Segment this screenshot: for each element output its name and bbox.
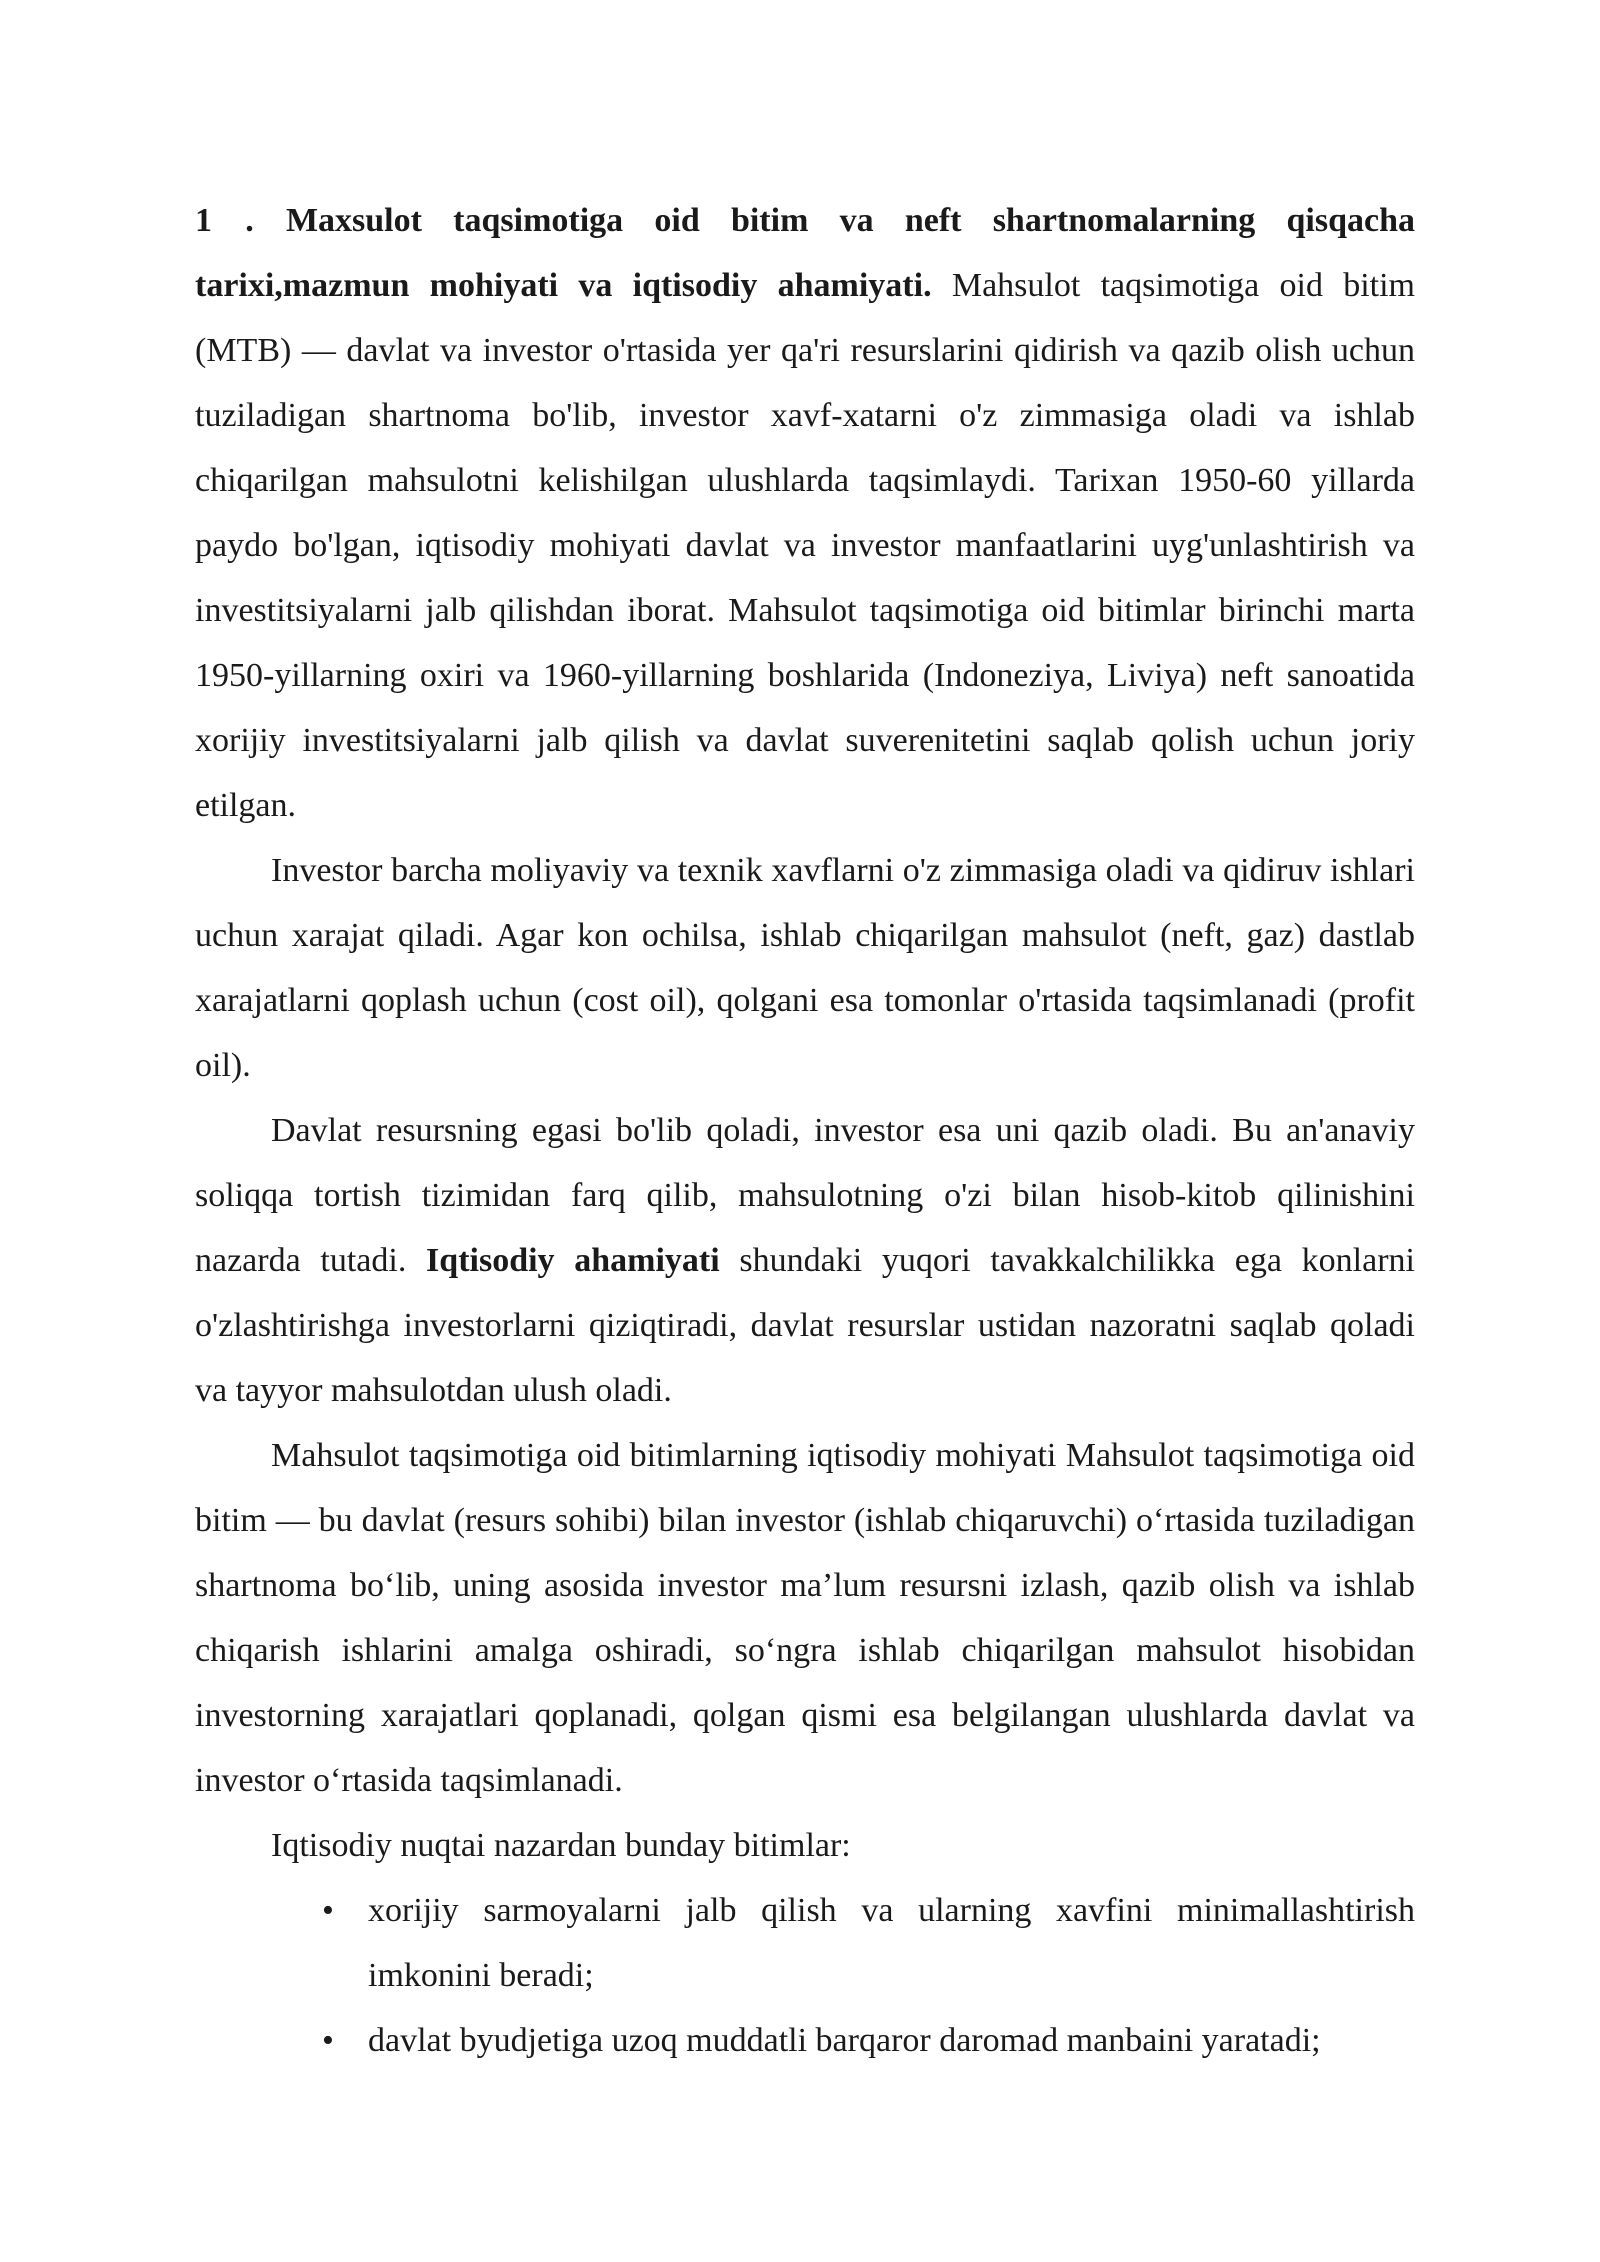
paragraph-text: Davlat resursning egasi bo'lib qoladi, investor esa uni qazib oladi. Bu an'anaviy soliqqa tortish tizimidan farq qilib, mahsulotning o'zi bilan hisob-kitob qilinishini nazarda tutadi. bbox=[195, 1112, 1415, 1279]
paragraph-economic-essence: Mahsulot taqsimotiga oid bitimlarning iqtisodiy mohiyati Mahsulot taqsimotiga oid bitim — bu davlat (resurs sohibi) bilan investor (ishlab chiqaruvchi) o‘rtasida tuziladigan shartnoma bo‘lib, uning asosida investor ma’lum resursni izlash, qazib olish va ishlab chiqarish ishlarini amalga oshiradi, so‘ngra ishlab chiqarilgan mahsulot hisobidan investorning xarajatlari qoplanadi, qolgan qismi esa belgilangan ulushlarda davlat va investor o‘rtasida taqsimlanadi. bbox=[195, 1437, 1415, 1799]
section-number: 1 . bbox=[195, 202, 255, 239]
bullet-list bbox=[195, 1878, 1415, 2073]
intro-text: Mahsulot taqsimotiga oid bitim (MTB) — davlat va investor o'rtasida yer qa'ri resurslarini qidirish va qazib olish uchun tuziladigan shartnoma bo'lib, investor xavf-xatarni o'z zimmasiga oladi va ishlab chiqarilgan mahsulotni kelishilgan ulushlarda taqsimlaydi. Tarixan 1950-60 yillarda paydo bo'lgan, iqtisodiy mohiyati davlat va investor manfaatlarini uyg'unlashtirish va investitsiyalarni jalb qilishdan iborat. Mahsulot taqsimotiga oid bitimlar birinchi marta 1950-yillarning oxiri va 1960-yillarning boshlarida (Indoneziya, Liviya) neft sanoatida xorijiy investitsiyalarni jalb qilish va davlat suverenitetini saqlab qolish uchun joriy etilgan. bbox=[195, 267, 1416, 824]
list-item bbox=[195, 1878, 1415, 2008]
document-page bbox=[195, 188, 1415, 2073]
list-item bbox=[195, 2008, 1415, 2073]
paragraph-state-ownership bbox=[195, 1098, 1415, 1423]
bold-term-economic-importance: Iqtisodiy ahamiyati bbox=[426, 1242, 720, 1279]
paragraph-investor-risk: Investor barcha moliyaviy va texnik xavflarni o'z zimmasiga oladi va qidiruv ishlari uchun xarajat qiladi. Agar kon ochilsa, ishlab chiqarilgan mahsulot (neft, gaz) dastlab xarajatlarni qoplash uchun (cost oil), qolgani esa tomonlar o'rtasida taqsimlanadi (profit oil). bbox=[195, 852, 1415, 1084]
bullet-icon: • bbox=[322, 1892, 334, 1929]
paragraph-list-intro: Iqtisodiy nuqtai nazardan bunday bitimlar: bbox=[271, 1827, 851, 1864]
list-item-text: davlat byudjetiga uzoq muddatli barqaror daromad manbaini yaratadi; bbox=[368, 2022, 1321, 2059]
section-paragraph bbox=[195, 188, 1415, 838]
paragraph-text: shundaki yuqori tavakkalchilikka ega konlarni o'zlashtirishga investorlarni qiziqtiradi, davlat resurslar ustidan nazoratni saqlab qoladi va tayyor mahsulotdan ulush oladi. bbox=[195, 1242, 1415, 1409]
list-item-text: xorijiy sarmoyalarni jalb qilish va ularning xavfini minimallashtirish imkonini beradi; bbox=[368, 1892, 1415, 1994]
bullet-icon: • bbox=[322, 2022, 334, 2059]
section-heading: Maxsulot taqsimotiga oid bitim va neft shartnomalarning qisqacha tarixi,mazmun mohiyati va iqtisodiy ahamiyati. bbox=[195, 202, 1415, 304]
